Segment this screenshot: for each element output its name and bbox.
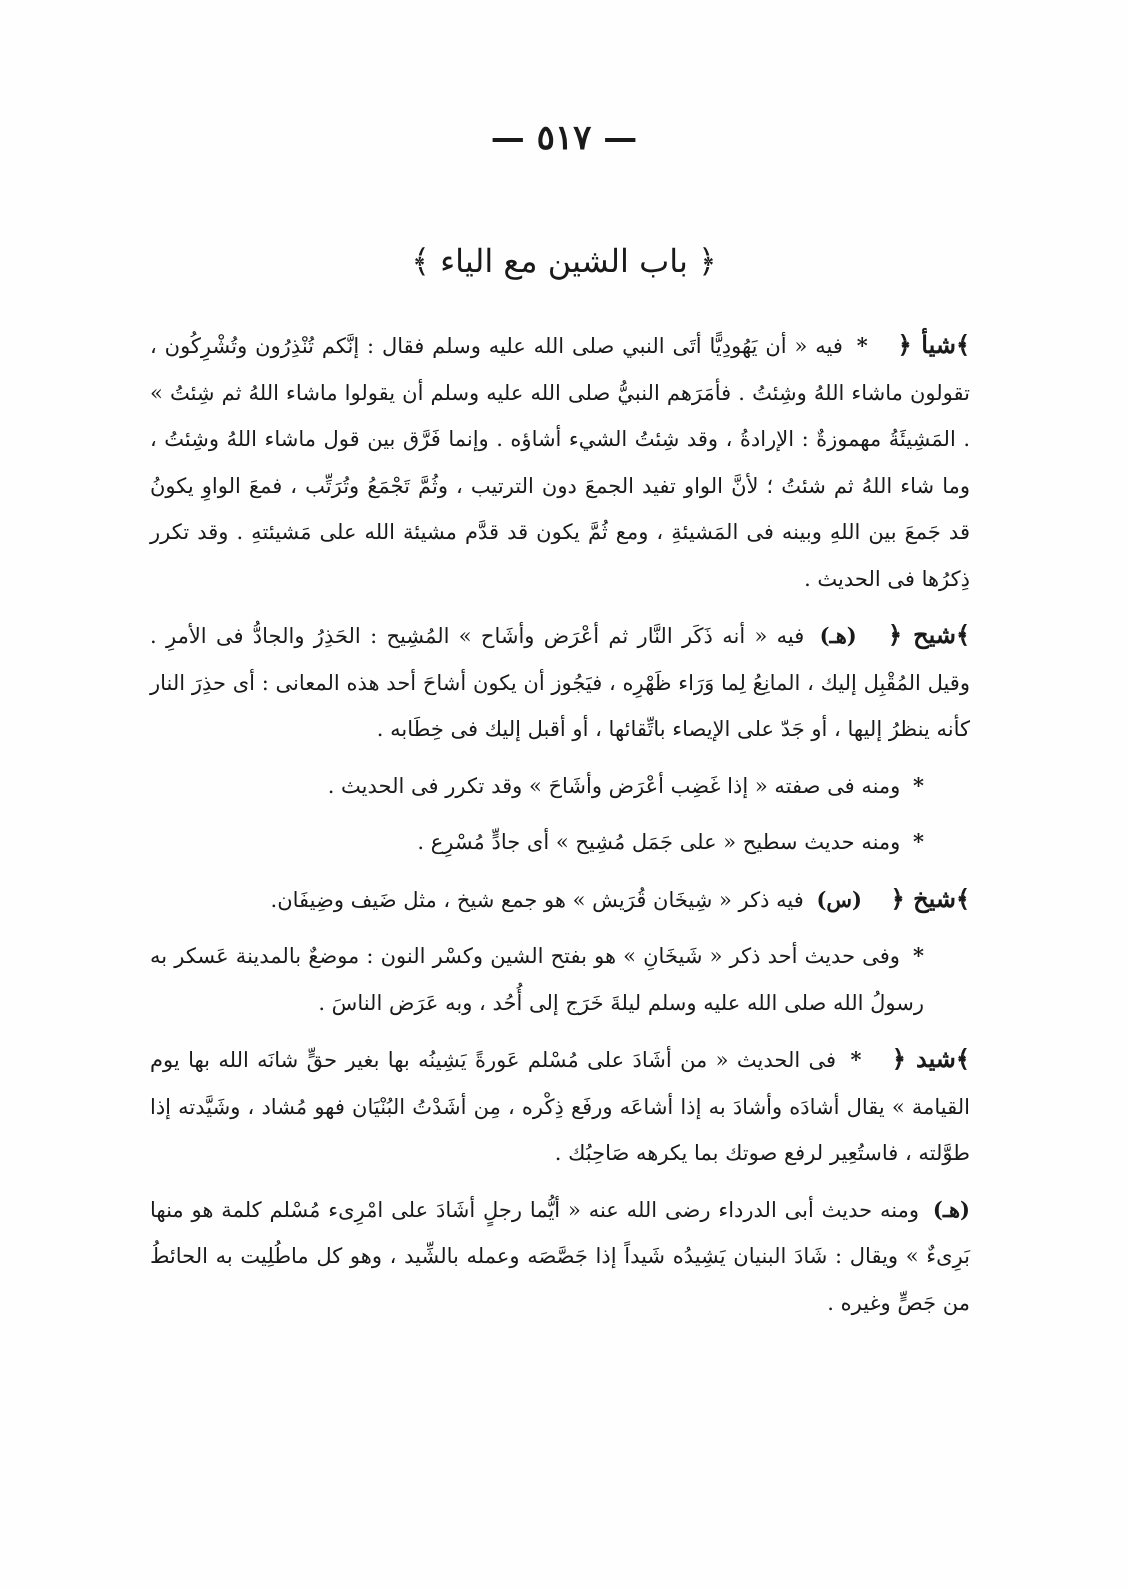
entry-marker: * xyxy=(913,772,924,798)
entry-text: ومنه حديث أبى الدرداء رضى الله عنه « أيُّما رجلٍ أشَادَ على امْرِىء مُسْلم كلمة هو منها بَرِىءٌ » ويقال : شَادَ البنيان يَشِيدُه شَيداً إذا جَصَّصَه وعمله بالشِّيد ، وهو كل ماطُلِيت به الحائطُ من جَصٍّ وغيره . xyxy=(150,1197,970,1315)
chapter-title: ﴿ باب الشين مع الياء ﴾ xyxy=(411,242,717,280)
entry-marker: * xyxy=(856,333,868,358)
entry-subitem xyxy=(150,819,970,866)
entry-text: ومنه حديث سطيح « على جَمَل مُشِيح » أى جادٍّ مُسْرِع . xyxy=(417,830,901,854)
entry-marker: (هـ) xyxy=(932,1196,970,1222)
entry-subitem xyxy=(150,1187,970,1327)
entry-marker: (هـ) xyxy=(819,623,857,648)
entry-shih xyxy=(150,612,970,753)
entry-marker: * xyxy=(850,1047,862,1072)
entry-headword: ﴾ شيخ ﴿ xyxy=(891,884,970,913)
entry-shid xyxy=(150,1036,970,1177)
entry-marker: (س) xyxy=(816,886,862,912)
entry-marker: * xyxy=(913,943,924,968)
entry-subitem xyxy=(150,933,970,1026)
entry-shikh xyxy=(150,876,970,924)
entry-subitem xyxy=(150,763,970,810)
entries-body xyxy=(150,322,970,1336)
entry-text: فيه ذكر « شِيخَان قُرَيش » هو جمع شيخ ، مثل ضَيف وضِيفَان. xyxy=(270,887,804,912)
entry-shia xyxy=(150,322,970,602)
entry-text: فيه « أنه ذَكَر النَّار ثم أعْرَض وأشَاح » المُشِيح : الحَذِرُ والجادُّ فى الأمرِ . وقيل المُقْبِل إليك ، المانِعُ لِما وَرَاء ظَهْرِه ، فيَجُوز أن يكون أشاحَ أحد هذه المعانى : أى حذِرَ النار كأنه ينظرُ إليها ، أو جَدّ على الإيصاء باتِّقائها ، أو أقبل إليك فى خِطَابه . xyxy=(150,624,970,741)
entry-text: فى الحديث « من أشَادَ على مُسْلم عَورةً يَشِينُه بها بغير حقٍّ شانَه الله بها يوم القيامة » يقال أشادَه وأشادَ به إذا أشاعَه ورفَع ذِكْره ، مِن أشَدْتُ البُنْيَان فهو مُشاد ، وشَيَّدته إذا طوَّلته ، فاستُعِير لرفع صوتك بما يكرهه صَاحِبُك . xyxy=(150,1048,970,1165)
entry-headword: ﴾ شيح ﴿ xyxy=(888,620,970,649)
entry-text: فيه « أن يَهُودِيًّا أتَى النبي صلى الله عليه وسلم فقال : إنَّكم تُنْذِرُون وتُشْرِكُون ، تقولون ماشاء اللهُ وشِئتُ . فأمَرَهم النبيُّ صلى الله عليه وسلم أن يقولوا ماشاء اللهُ ثم شِئتُ » . المَشِيئَةُ مهموزةٌ : الإرادةُ ، وقد شِئتُ الشيء أشاؤه . وإنما فَرَّق بين قول ماشاء اللهُ وشِئتُ ، وما شاء اللهُ ثم شئتُ ؛ لأنَّ الواو تفيد الجمعَ دون الترتيب ، وثُمَّ تَجْمَعُ وتُرَتِّب ، فمعَ الواوِ يكونُ قد جَمعَ بين اللهِ وبينه فى المَشيئةِ ، ومع ثُمَّ يكون قد قدَّم مشيئة الله على مَشيئتهِ . وقد تكرر ذِكرُها فى الحديث . xyxy=(150,334,970,591)
entry-marker: * xyxy=(913,829,924,854)
entry-headword: ﴾ شيد ﴿ xyxy=(892,1044,970,1073)
entry-text: وفى حديث أحد ذكر « شَيخَانِ » هو بفتح الشين وكسْر النون : موضعٌ بالمدينة عَسكر به رسولُ الله صلى الله عليه وسلم ليلةَ خَرَج إلى أُحُد ، وبه عَرَض الناسَ . xyxy=(150,944,924,1015)
entry-text: ومنه فى صفته « إذا غَضِب أعْرَض وأشَاحَ » وقد تكرر فى الحديث . xyxy=(327,773,901,798)
entry-headword: ﴾ شيأ ﴿ xyxy=(898,330,970,359)
page-number: — ٥١٧ — xyxy=(490,118,638,158)
